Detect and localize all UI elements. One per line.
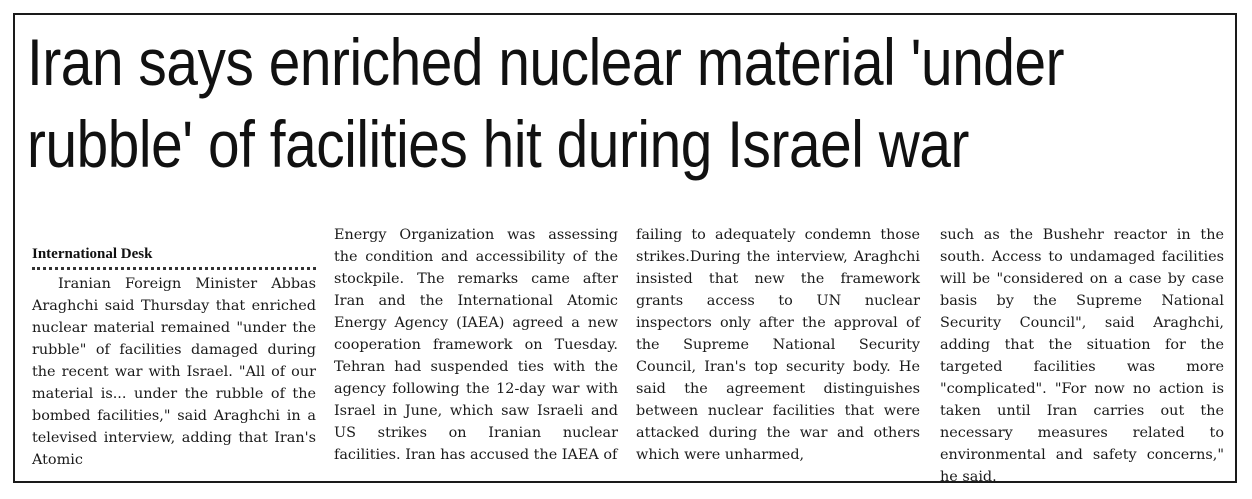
headline-line-2: rubble' of facilities hit during Israel war: [27, 107, 969, 181]
headline: [27, 21, 1065, 185]
column-2: [334, 224, 618, 466]
column-3-text: failing to adequately condemn those strikes.During the interview, Araghchi insisted that new the framework grants access to UN nuclear inspectors only after the approval of the Supreme National Security Council, Iran's top security body. He said the agreement distinguishes between nuclear facilities that were attacked during the war and others which were unharmed,: [636, 227, 920, 463]
column-4-text: such as the Bushehr reactor in the south. Access to undamaged facilities will be "considered on a case by case basis by the Supreme National Security Council", said Araghchi, adding that the situation for the targeted facilities was more "complicated". "For now no action is taken until Iran carries out the necessary measures related to environmental and safety concerns," he said.: [940, 227, 1224, 485]
article-frame: [13, 13, 1237, 483]
column-4: [940, 224, 1224, 488]
column-1: [32, 273, 316, 471]
byline-desk: International Desk: [32, 245, 316, 270]
column-2-text: Energy Organization was assessing the condition and accessibility of the stockpile. The remarks came after Iran and the International Atomic Energy Agency (IAEA) agreed a new cooperation framework on Tuesday. Tehran had suspended ties with the agency following the 12-day war with Israel in June, which saw Israeli and US strikes on Iranian nuclear facilities. Iran has accused the IAEA of: [334, 227, 618, 463]
column-3: [636, 224, 920, 466]
column-1-text: Iranian Foreign Minister Abbas Araghchi said Thursday that enriched nuclear material remained "under the rubble" of facilities damaged during the recent war with Israel. "All of our material is... under the rubble of the bombed facilities," said Araghchi in a televised interview, adding that Iran's Atomic: [32, 276, 316, 468]
headline-line-1: Iran says enriched nuclear material 'under: [27, 25, 1065, 99]
article-body: [32, 223, 1224, 485]
